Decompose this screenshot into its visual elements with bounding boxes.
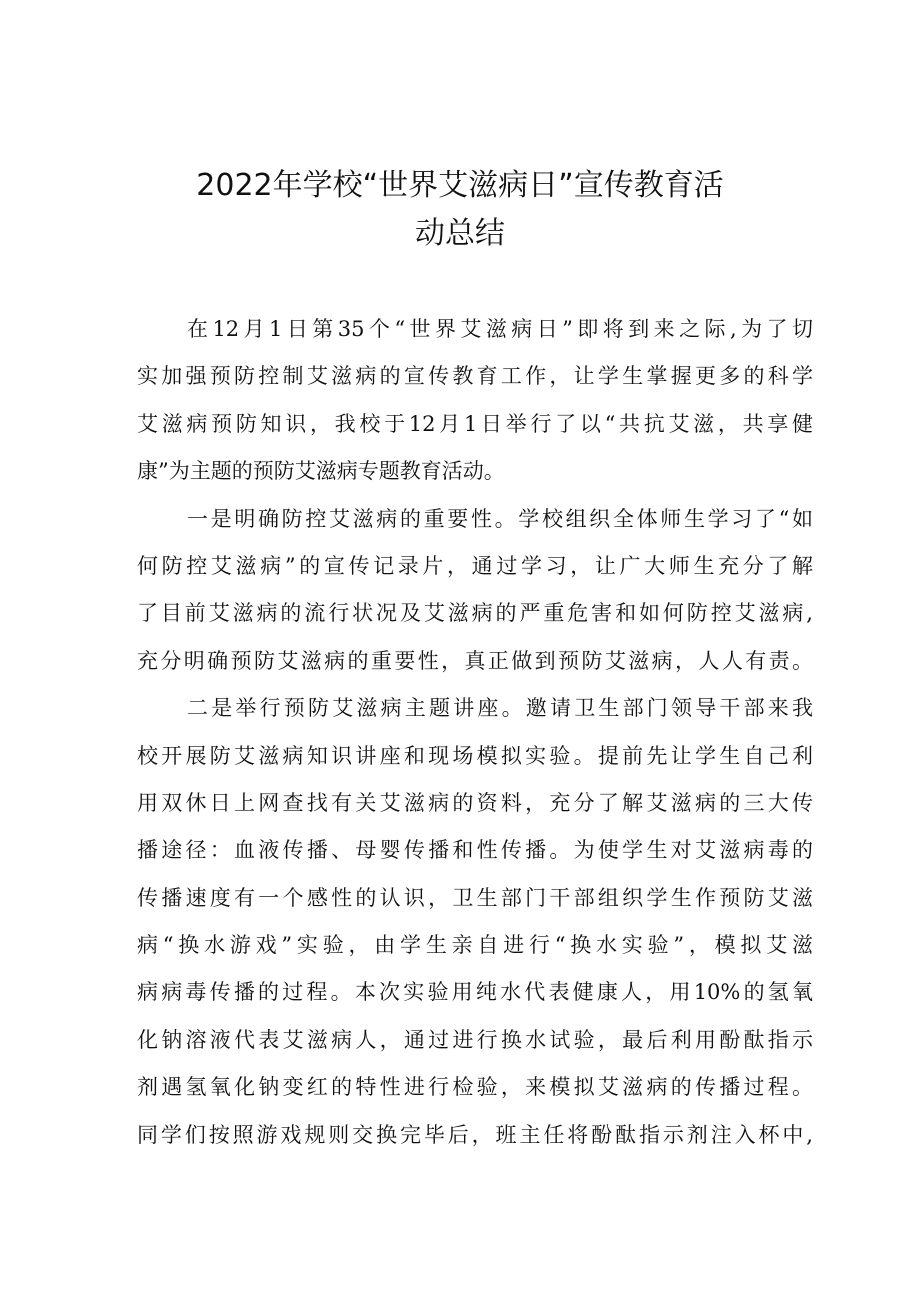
body-line: 在12月1日第35个“世界艾滋病日”即将到来之际,为了切 (187, 317, 813, 341)
body-line: 校开展防艾滋病知识讲座和现场模拟实验。提前先让学生自己利 (137, 743, 813, 768)
body-line: 二是举行预防艾滋病主题讲座。邀请卫生部门领导干部来我 (187, 696, 813, 721)
document-body (137, 306, 813, 1159)
body-line: 剂遇氢氧化钠变红的特性进行检验，来模拟艾滋病的传播过程。 (137, 1075, 813, 1100)
body-line: 同学们按照游戏规则交换完毕后，班主任将酚酞指示剂注入杯中, (137, 1122, 813, 1147)
body-line: 实加强预防控制艾滋病的宣传教育工作，让学生掌握更多的科学 (137, 364, 813, 389)
body-line: 传播速度有一个感性的认识，卫生部门干部组织学生作预防艾滋 (137, 885, 813, 910)
body-line: 病“换水游戏”实验，由学生亲自进行“换水实验”，模拟艾滋 (137, 933, 813, 958)
body-line: 病病毒传播的过程。本次实验用纯水代表健康人，用10%的氢氧 (137, 980, 813, 1005)
body-line: 艾滋病预防知识，我校于12月1日举行了以“共抗艾滋，共享健 (137, 411, 813, 436)
body-line: 播途径：血液传播、母婴传播和性传播。为使学生对艾滋病毒的 (137, 838, 813, 863)
document-title-line-1: 2022年学校“世界艾滋病日”宣传教育活 (196, 168, 724, 203)
body-line: 充分明确预防艾滋病的重要性，真正做到预防艾滋病，人人有责。 (137, 648, 813, 673)
body-line: 了目前艾滋病的流行状况及艾滋病的严重危害和如何防控艾滋病, (137, 601, 813, 626)
body-line: 一是明确防控艾滋病的重要性。学校组织全体师生学习了“如 (187, 506, 813, 531)
body-line: 化钠溶液代表艾滋病人，通过进行换水试验，最后利用酚酞指示 (137, 1027, 813, 1052)
body-line: 何防控艾滋病”的宣传记录片，通过学习，让广大师生充分了解 (137, 553, 813, 578)
body-line: 康”为主题的预防艾滋病专题教育活动。 (137, 459, 505, 484)
body-line: 用双休日上网查找有关艾滋病的资料，充分了解艾滋病的三大传 (137, 790, 813, 815)
document-title-line-2: 动总结 (415, 216, 505, 251)
